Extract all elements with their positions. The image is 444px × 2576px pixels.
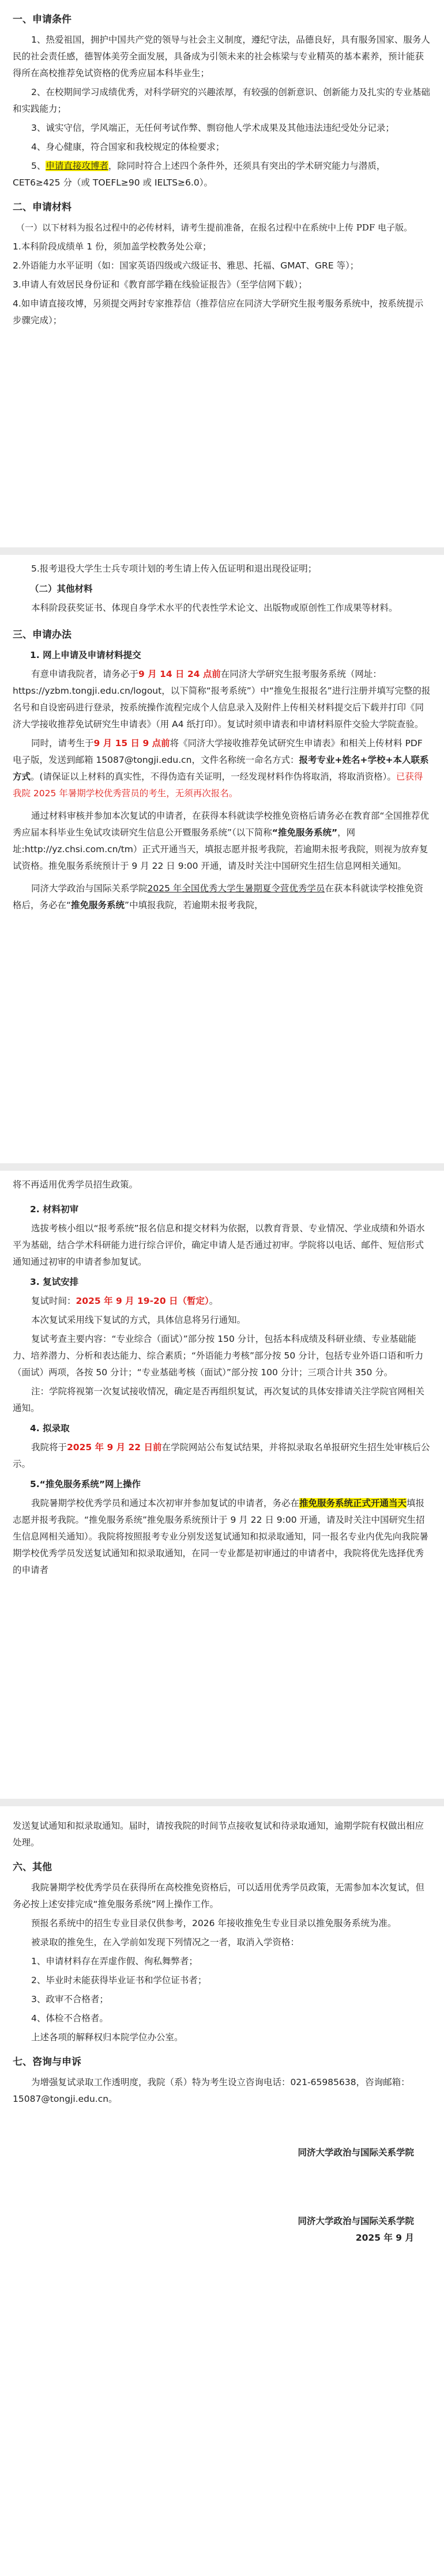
continuation-text-2: 发送复试通知和拟录取通知。届时，请按我院的时间节点接收复试和待录取通知，逾期学院有权做出相应处理。 bbox=[13, 1821, 424, 1848]
section-title-conditions: 一、申请条件 bbox=[13, 14, 72, 25]
material-1: 1.本科阶段成绩单 1 份，须加盖学校教务处公章； bbox=[13, 241, 212, 252]
disqualify-4: 4、体检不合格者。 bbox=[31, 2013, 108, 2023]
online-application-paragraph: 有意申请我院者，请务必于9 月 14 日 24 点前在同济大学研究生报考服务系统（网址：https://yzbm.tongji.edu.cn/logout，以下简称“报考系统”）中“推免生报报名”进行注册并填写完整的报名号和自设密码进行登录，按系统操作流程完成个人信息录入及附件上传相关材料提交后下载并打印《同济大学接收推荐免试研究生申请表》（用 A4 纸打印）。复试时须申请表和申请材料原件交验大学院查验。 bbox=[13, 669, 431, 729]
condition-2: 2、在校期间学习成绩优秀，对科学研究的兴趣浓厚，有较强的创新意识、创新能力及扎实的专业基础和实践能力； bbox=[13, 87, 430, 114]
disqualify-2: 2、毕业时未能获得毕业证书和学位证书者； bbox=[31, 1975, 207, 1985]
other-paragraph-2: 预报名系统中的招生专业目录仅供参考，2026 年接收推免生专业目录以推免服务系统为准。 bbox=[31, 1918, 397, 1928]
summer-camp-paragraph: 同济大学政治与国际关系学院2025 年全国优秀大学生暑期夏令营优秀学员在获本科就读学校推免资格后，务必在“推免服务系统”中填报我院，若逾期未报考我院， bbox=[13, 883, 423, 910]
result-date: 2025 年 9 月 22 日前 bbox=[67, 1442, 162, 1452]
page-4 bbox=[0, 1806, 444, 2576]
step-2-title: 2. 材料初审 bbox=[30, 1204, 79, 1215]
page-2 bbox=[0, 555, 444, 1163]
step-5-title: 5.“推免服务系统”网上操作 bbox=[30, 1479, 141, 1489]
email-submission-paragraph: 同时，请考生于9 月 15 日 9 点前将《同济大学接收推荐免试研究生申请表》和相关上传材料 PDF 电子版，发送到邮箱 15087@tongji.edu.cn，文件名称统一命名方式：报考专业+姓名+学校+本人联系方式。(请保证以上材料的真实性，不得伪造有关证明，一经发现材料作伪将取消，将取消资格）。已获得我院 2025 年暑期学校优秀营员的考生，无须再次报名。 bbox=[13, 738, 429, 799]
disqualify-1: 1、申请材料存在弄虚作假、徇私舞弊者； bbox=[31, 1956, 198, 1966]
section-title-contact: 七、咨询与申诉 bbox=[13, 2056, 81, 2068]
subsection-other-materials: （二）其他材料 bbox=[30, 584, 93, 594]
signature-date: 2025 年 9 月 bbox=[355, 2233, 414, 2243]
summer-camp-note: 已获得我院 2025 年暑期学校优秀营员的考生，无须再次报名。 bbox=[13, 771, 423, 799]
step-4-title: 4. 拟录取 bbox=[30, 1423, 70, 1433]
condition-1: 1、热爱祖国，拥护中国共产党的领导与社会主义制度，遵纪守法，品德良好，具有服务国家、服务人民的社会责任感，德智体美劳全面发展，具备成为引领未来的社会栋梁与专业精英的基本素养，预计能获得所在高校推荐免试资格的优秀应届本科毕业生； bbox=[13, 35, 430, 78]
initial-review-paragraph: 选拔考核小组以“报考系统”报名信息和提交材料为依据，以教育背景、专业情况、学业成绩和外语水平为基础，结合学术科研能力进行综合评价，确定申请人是否通过初审。学院将以电话、邮件、短信形式通知通过初审的申请者参加复试。 bbox=[13, 1223, 425, 1267]
highlight-system-open-day: 推免服务系统正式开通当天 bbox=[299, 1498, 407, 1508]
other-paragraph-3: 被录取的推免生，在入学前如发现下列情况之一者，取消入学资格： bbox=[31, 1937, 300, 1947]
disqualify-3: 3、政审不合格者； bbox=[31, 1994, 108, 2004]
other-paragraph-1: 我院暑期学校优秀学员在获得所在高校推免资格后，可以适用优秀学员政策，无需参加本次复试，但务必按上述安排完成“推免服务系统”网上操作工作。 bbox=[13, 1882, 425, 1909]
file-naming-rule: 报考专业+姓名+学校+本人联系方式 bbox=[13, 755, 429, 782]
deadline-application: 9 月 14 日 24 点前 bbox=[138, 669, 221, 679]
retest-content: 复试考查主要内容：“专业综合（面试）”部分按 150 分计，包括本科成绩及科研业绩、专业基础能力、培养潜力、分析和表达能力、综合素质；“外语能力考核”部分按 50 分计，包括专业外语口语和听力（面试）两项，各按 50 分计；“专业基础考核（面试）”部分按 100 分计；三项合计共 350 分。 bbox=[13, 1334, 424, 1378]
admission-paragraph: 我院将于2025 年 9 月 22 日前在学院网站公布复试结果，并将拟录取名单报研究生招生处审核后公示。 bbox=[13, 1442, 430, 1469]
contact-paragraph: 为增强复试录取工作透明度，我院（系）特为考生设立咨询电话：021-65985638，咨询邮箱：15087@tongji.edu.cn。 bbox=[13, 2077, 410, 2104]
material-2: 2.外语能力水平证明（如：国家英语四级或六级证书、雅思、托福、GMAT、GRE 等）； bbox=[13, 260, 359, 271]
retest-time: 复试时间：2025 年 9 月 19-20 日（暂定）。 bbox=[31, 1296, 219, 1306]
subsection-required-materials: （一）以下材料为报名过程中的必传材料，请考生提前准备，在报名过程中在系统中上传 PDF 电子版。 bbox=[16, 222, 413, 233]
condition-5 bbox=[13, 158, 431, 191]
retest-mode: 本次复试采用线下复试的方式，具体信息将另行通知。 bbox=[31, 1315, 246, 1325]
section-title-procedure: 三、申请办法 bbox=[13, 629, 72, 641]
retest-note: 注：学院将视第一次复试接收情况，确定是否再组织复试，再次复试的具体安排请关注学院官网相关通知。 bbox=[13, 1386, 425, 1413]
continuation-text: 将不再适用优秀学员招生政策。 bbox=[13, 1179, 138, 1190]
page-3 bbox=[0, 1171, 444, 1799]
other-materials-text: 本科阶段获奖证书、体现自身学术水平的代表性学术论文、出版物或原创性工作成果等材料。 bbox=[31, 603, 398, 613]
step-3-title: 3. 复试安排 bbox=[30, 1277, 79, 1287]
page-1 bbox=[0, 0, 444, 547]
section-title-other: 六、其他 bbox=[13, 1862, 52, 1873]
signature-school-1: 同济大学政治与国际关系学院 bbox=[298, 2147, 414, 2158]
system-operation-paragraph: 我院暑期学校优秀学员和通过本次初审并参加复试的申请者，务必在推免服务系统正式开通当天填报志愿并报考我院。“推免服务系统”推免服务系统预计于 9 月 22 日 9:00 开通，请及时关注中国研究生招生信息网相关通知）。我院将按照报考专业分别发送复试通知和拟录取通知，同一报名专业内优先向我院暑期学校优秀学员发送复试通知和拟录取通知，在同一专业都是初审通过的申请者中，我院将优先选择优秀的申请者 bbox=[13, 1498, 428, 1575]
condition-3: 3、诚实守信，学风端正，无任何考试作弊、剽窃他人学术成果及其他违法违纪受处分记录； bbox=[31, 123, 394, 133]
condition-4: 4、身心健康，符合国家和我校规定的体检要求； bbox=[31, 142, 225, 152]
material-3: 3.申请人有效居民身份证和《教育部学籍在线验证报告》（至学信网下载）； bbox=[13, 279, 307, 290]
step-1-title: 1. 网上申请及申请材料提交 bbox=[30, 650, 141, 660]
condition-5-prefix: 5、 bbox=[31, 161, 46, 171]
condition-5-text: ，除同时符合上述四个条件外，还须具有突出的学术研究能力与潜质，CET6≥425 分（或 TOEFL≥90 或 IELTS≥6.0）。 bbox=[13, 161, 386, 188]
section-title-materials: 二、申请材料 bbox=[13, 202, 72, 213]
material-4: 4.如申请直接攻博，另须提交两封专家推荐信（推荐信应在同济大学研究生报考服务系统中，按系统提示步骤完成）； bbox=[13, 298, 424, 326]
recommendation-system-paragraph: 通过材料审核并参加本次复试的申请者，在获得本科就读学校推免资格后请务必在教育部“全国推荐优秀应届本科毕业生免试攻读研究生信息公开暨服务系统”（以下简称“推免服务系统”，网址:http://yz.chsi.com.cn/tm）正式开通当天，填报志愿并报考我院，若逾期未报考我院，则视为放弃复试资格。推免服务系统预计于 9 月 22 日 9:00 开通，请及时关注中国研究生招生信息网相关通知。 bbox=[13, 811, 430, 871]
material-5: 5.报考退役大学生士兵专项计划的考生请上传入伍证明和退出现役证明； bbox=[31, 563, 317, 574]
recommendation-system-name: “推免服务系统” bbox=[272, 827, 338, 838]
summer-camp-title: 2025 年全国优秀大学生暑期夏令营优秀学员 bbox=[147, 883, 325, 894]
signature-school-2: 同济大学政治与国际关系学院 bbox=[298, 2216, 414, 2226]
highlight-direct-phd: 申请直接攻博者 bbox=[46, 161, 108, 171]
interpretation-note: 上述各项的解释权归本院学位办公室。 bbox=[31, 2032, 183, 2042]
retest-date: 2025 年 9 月 19-20 日（暂定） bbox=[76, 1296, 209, 1306]
deadline-email: 9 月 15 日 9 点前 bbox=[93, 738, 170, 748]
